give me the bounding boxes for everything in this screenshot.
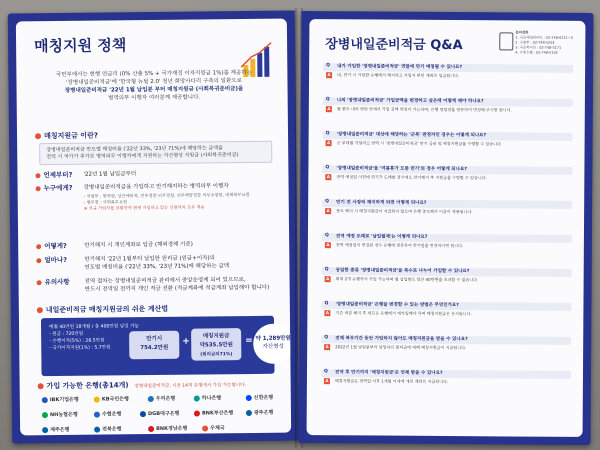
section-banks: 가입 가능한 은행(총14개) 장병내일준비적금, 시중 14개 은행에서 가입 가능합니다.: [38, 379, 246, 391]
bank-nh: NH농협은행: [42, 411, 78, 418]
qa-item: Q 전역 예정 도래로 '납입월제'는 어떻게 되나요? A 전역 예정일이 변경된 경우 은행에 방문하여 만기일을 변경하시면 됩니다.: [322, 233, 572, 250]
qa-item: Q 전역 후 만기까지 '매칭지원금'은 언제 받을 수 있나요? A 매칭지원금은 전역일 이후 1개월 이내에 개인 계좌로 지급됩니다.: [321, 369, 571, 386]
bank-shinhan: 신한은행: [246, 394, 273, 401]
calc-box: [41, 316, 291, 376]
row-amount: 얼마나? 만기해지 '22년 1월부터 납입한 원리금 (원금+이자)의 연도별 매칭비율 ('22년 33%, '23년 71%)에 해당하는 금액: [36, 254, 277, 266]
left-panel: [16, 19, 291, 436]
left-page: [8, 11, 299, 444]
bank-bnk-busan: BNK부산은행: [194, 409, 233, 416]
row-notice: 유의사항 전역 절차는 장병내일준비적금 관리에서 중앙운영계 되어 있으므로, 반드시 전역일 전까지 개인 적금 전환 (적금계좌에 적금계좌 납입해야 합니다): [37, 276, 278, 288]
bullet-icon: [37, 307, 43, 313]
calc-result: 약 1,289만원 자산형성: [253, 324, 291, 364]
qa-item: Q '장병내일준비적금' 대상에 해당하는 '군복' 판정자인 경우는 어떻게 되나요? A 군 부대별 가입하고 전역 시 '장병내일준비적금' 만기 금리 및 매칭지원금을 수령할 수 있습니다.: [323, 131, 573, 148]
right-page: [298, 11, 593, 445]
bank-suhyup: 수협은행: [94, 410, 121, 417]
section-matching-definition: 매칭지원금 이란?: [35, 131, 98, 142]
calc-assumptions: 매월 40만원 18개월 / 총 400만원 납입 가능 - 원금 : 720만원 - 은행이자(5%) : 28.5만원 - 국가이자지원(1%) : 5.7만원: [49, 324, 139, 352]
qa-item: Q 전체 복무기간 동안 가입하지 않아도 매칭지원금을 받을 수 있나요? A 2022년 1월 납입분부터 납입하신 원리금에 대해 매칭지원금이 지급됩니다.: [321, 335, 571, 352]
definition-box: 장병내일준비적금 만도별 매칭비율 ('22년 33%, '23년 71%)에 해당하는 금액을 전역 시 국가가 추가로 병역의무 이행자에게 지원하는 자산형성 지원금 (사회복귀준비금): [39, 141, 272, 165]
page-title: 매칭지원 정책: [34, 36, 127, 56]
bank-dgb: DGB대구은행: [140, 410, 179, 417]
bank-post: 우체국: [202, 424, 225, 431]
phone-icon: [499, 32, 513, 50]
section-calc: 내일준비적금 매칭지원금의 쉬운 계산법: [37, 304, 168, 315]
contact-info: 문의전화 1. 국군재정관리단 : 02-748-6121~3 2. 국방부 : 02-748-5254 3. 국군복지단 : 02-748-5171 4. 수협은행 : 02-748-5192: [515, 30, 573, 55]
bank-gwangju: 광주은행: [246, 409, 273, 416]
qa-item: Q 나의 '장병내일준비적금' 가입금액을 변경하고 싶은데 어떻게 해야 하나요? A 월 한도 내의 범위 안에서 가입 금액 변경이 가능하며, 은행 영업점을 방문하여 변경해 주시면 됩니다.: [323, 97, 573, 114]
bank-ibk: IBK기업은행: [42, 396, 79, 403]
row-who: 누구에게? 장병내일준비적금을 가입하고 만기해지하는 병역의무 이행자: [36, 182, 277, 194]
plus-sign: +: [182, 336, 190, 347]
intro-text: 국민부에서는 현행 연금리 (0% 산출 5% + 국가재정 이자지원금 1%)를 제공하는 '장병내일준비적금'에 '한국형 뉴딜 2.0' 청년 희망사다리 구축의 일환으로 장병내일준비적금 '22년 1월 납입분 부터 매칭지원금 (사회복귀준비금)을 병역의무 이행자 여러분께 제공합니다.: [55, 69, 252, 102]
calc-maturity: 만기시 754.2만원: [129, 331, 179, 360]
qa-item: Q '장병내일준비적금' 은행을 변경할 수 있는 방법은 무엇인가요? A 기존 적금 해지 후 새로운 은행에서 재가입해야 하며 매칭지원금은 유지됩니다.: [321, 301, 571, 318]
qa-item: Q 동일한 종류 '장병내일준비적금'을 복수로 나누어 가입할 수 있나요? A 최대 2개 은행까지 가입 가능하며 월 납입한도 합산 40만원을 초과할 수 없습니다.: [322, 267, 572, 284]
bank-list: [38, 391, 279, 434]
calc-matching: 매칭지원금 약535.5만원 (원리금의71%): [191, 328, 241, 361]
qa-item: Q '장병내일준비적금'을 '여름휴가 도중 만기'의 경우 어떻게 되나요? A 전역 예정일 이전에 만기가 도래한 경우에도 만기해지 후 지원금을 수령할 수 있습니다.: [322, 165, 572, 182]
row-how: 어떻게? 만기해지 시 개인계좌로 입금 (해외경제 기준): [36, 240, 277, 252]
qa-item: Q 만기 전 사장의 해지하게 되면 어떻게 되나요? A 중도 해지 시 매칭지원금이 지급되지 않으며 은행 중도해지 이율이 적용됩니다.: [322, 199, 572, 216]
bank-hana: 하나은행: [194, 394, 221, 401]
qa-title: 장병내일준비적금 Q&A: [325, 37, 463, 54]
equals-sign: =: [245, 335, 253, 347]
qa-item: Q 내가 가입한 '장병내일준비적금' 연말에 만기 매칭될 수 있나요? A 네, 만기 시 가입한 은행에서 해지하고 가입자 본인 계좌로 입금됩니다.: [323, 63, 573, 80]
bullet-icon: [38, 383, 44, 389]
bank-bnk-kyongnam: BNK경남은행: [148, 425, 187, 432]
bank-jeonbuk: 전북은행: [94, 425, 121, 432]
bank-woori: 우리은행: [148, 395, 175, 402]
row-when: 언제부터? '22년 1월 납입금부터: [35, 169, 276, 181]
right-panel: [307, 19, 586, 437]
bullet-icon: [35, 133, 41, 139]
bank-jeju: 제주은행: [42, 426, 69, 433]
row-who-detail: - 국방부 : 현역병, 상근예비역, 전투경찰·의무경찰, 의무해양경찰 의무소방원, 대체복무요원 - 병무청 : 사회복무요원 ※ 신규 가입자를 포함하여 현재 가입하고 있는 인원까지 모두 적용: [83, 191, 250, 211]
bank-kb: KB국민은행: [94, 395, 129, 402]
